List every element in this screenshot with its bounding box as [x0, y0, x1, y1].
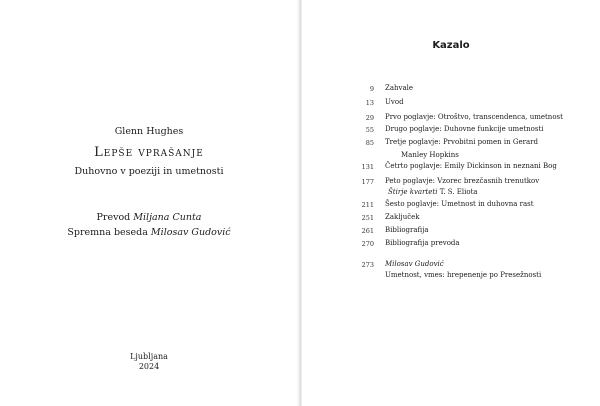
toc-entry-text: Zaključek	[385, 213, 420, 221]
toc-page-number: 85	[365, 139, 374, 147]
toc-entry-text: Drugo poglavje: Duhovne funkcije umetnosti	[385, 125, 544, 133]
toc-page-number: 251	[361, 214, 374, 222]
toc-entry-text: Zahvale	[385, 84, 414, 92]
toc-entry-title	[385, 199, 585, 210]
translator-name: Miljana Cunta	[133, 212, 202, 223]
toc-entry-title	[385, 83, 585, 94]
toc-entry-text: Četrto poglavje: Emily Dickinson in neznani Bog	[385, 162, 557, 170]
toc-entry-work-author: T. S. Eliota	[437, 188, 478, 196]
toc-entry-title	[385, 225, 585, 236]
toc-page-number: 261	[361, 227, 374, 235]
toc-entry-text: Bibliografija	[385, 226, 429, 234]
toc-entry-continuation	[385, 187, 585, 198]
toc-entry-text: Uvod	[385, 98, 404, 106]
toc-entry-work-title: Štirje kvarteti	[388, 188, 438, 196]
toc-entry-title	[385, 137, 585, 161]
foreword-credit	[0, 227, 298, 238]
toc-page-number: 211	[361, 201, 374, 209]
toc-page-number: 13	[365, 99, 374, 107]
toc-page-number: 29	[365, 114, 374, 122]
translation-prefix: Prevod	[96, 212, 134, 223]
toc-page-number: 9	[369, 85, 374, 93]
imprint-year: 2024	[138, 362, 160, 371]
toc-entry-title	[385, 112, 585, 123]
toc-entry-text: Bibliografija prevoda	[385, 239, 460, 247]
toc-entry-continuation: Umetnost, vmes: hrepenenje po Presežnosti	[385, 271, 542, 279]
toc-entry-text: Peto poglavje: Vzorec brezčasnih trenutkov	[385, 177, 540, 185]
toc-page-number: 273	[361, 261, 374, 269]
toc-page-number: 55	[365, 126, 374, 134]
book-title: Lepše vprašanje	[94, 145, 204, 160]
translation-credit	[0, 212, 298, 223]
toc-entry-text: Šesto poglavje: Umetnost in duhovna rast	[385, 200, 534, 208]
toc-entry-author: Milosav Gudović	[385, 260, 444, 268]
book-subtitle: Duhovno v poeziji in umetnosti	[74, 166, 224, 177]
toc-entry-title	[385, 176, 585, 198]
contents-heading: Kazalo	[432, 40, 470, 51]
author-name: Glenn Hughes	[114, 126, 184, 137]
toc-entry-title	[385, 161, 585, 172]
toc-entry-title	[385, 97, 585, 108]
contents-page	[302, 0, 600, 406]
toc-entry-title	[385, 238, 585, 249]
toc-entry-text: Tretje poglavje: Prvobitni pomen in Gerard	[385, 138, 538, 146]
toc-entry-title	[385, 124, 585, 135]
title-page	[0, 0, 298, 406]
toc-page-number: 177	[361, 178, 374, 186]
foreword-prefix: Spremna beseda	[67, 227, 151, 238]
toc-entry-continuation: Manley Hopkins	[401, 151, 459, 159]
toc-entry-text: Prvo poglavje: Otroštvo, transcendenca, umetnost	[385, 113, 563, 121]
toc-entry-title	[385, 259, 585, 281]
toc-page-number: 270	[361, 240, 374, 248]
foreword-author-name: Milosav Gudović	[150, 227, 231, 238]
toc-page-number: 131	[361, 163, 374, 171]
imprint-city: Ljubljana	[130, 352, 168, 361]
toc-entry-title	[385, 212, 585, 223]
